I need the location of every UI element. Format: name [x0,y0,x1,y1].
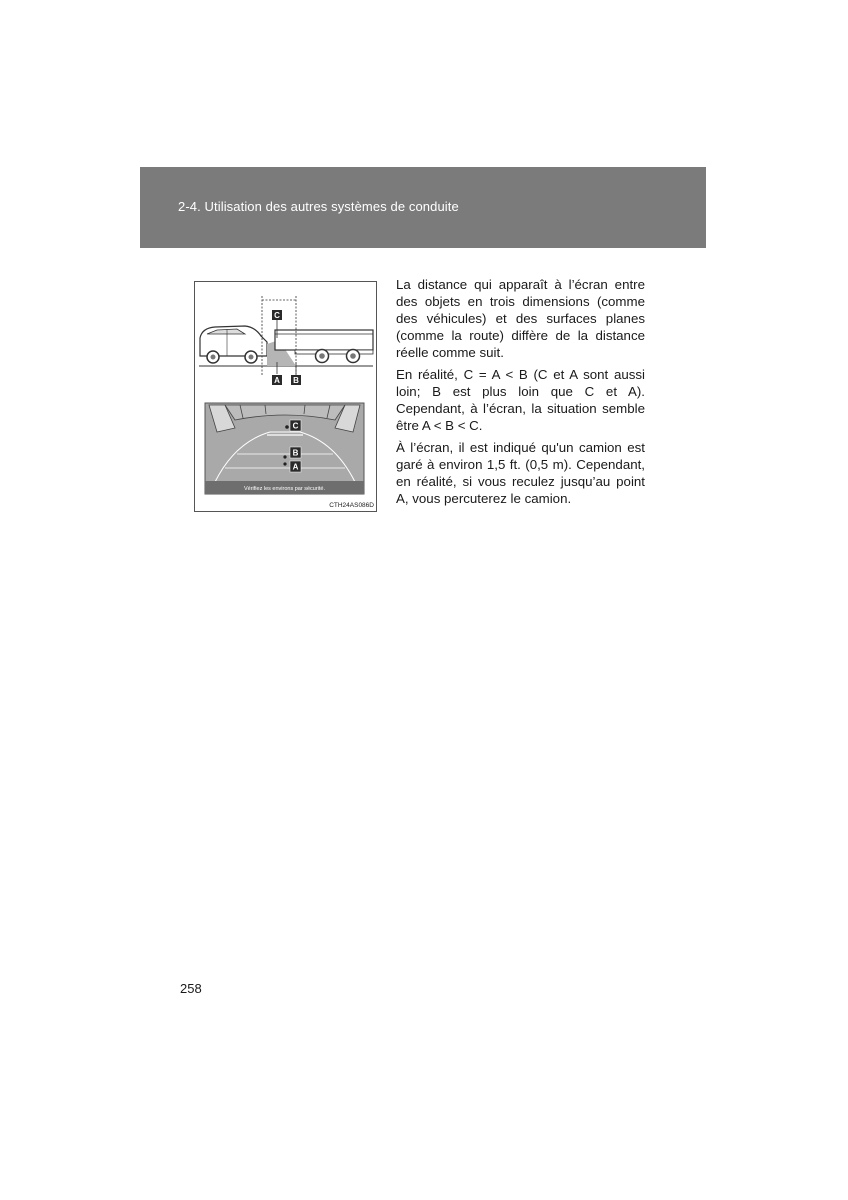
label-a-screen: A [292,462,299,472]
label-c-screen: C [292,421,299,431]
marker-b-dot [283,455,286,458]
figure-code: CTH24AS086D [329,502,374,509]
screen-message: Vérifiez les environs par sécurité. [243,486,326,492]
paragraph: En réalité, C = A < B (C et A sont aussi loin; B est plus loin que C et A). Cependant, à l’écran, la situation semble être A < B < C. [396,367,645,433]
camera-screen [205,403,364,494]
marker-a-dot [283,462,286,465]
chapter-header [140,167,706,248]
marker-c-dot [285,425,289,429]
side-view-scene [199,296,373,385]
chapter-title: 2-4. Utilisation des autres systèmes de conduite [178,199,459,214]
body-text [396,276,645,512]
car-icon [200,326,267,363]
label-c-top: C [274,311,280,320]
figure-illustration [195,282,378,513]
label-b-top: B [293,376,299,385]
paragraph: À l’écran, il est indiqué qu'un camion est garé à environ 1,5 ft. (0,5 m). Cependant, en réalité, si vous reculez jusqu’au point A, vous percuterez le camion. [396,440,645,506]
label-b-screen: B [292,448,299,458]
page-number: 258 [180,981,202,996]
camera-distance-figure [194,281,377,512]
label-a-top: A [274,376,280,385]
paragraph: La distance qui apparaît à l’écran entre des objets en trois dimensions (comme des véhicules) et des surfaces planes (comme la route) diffère de la distance réelle comme suit. [396,277,645,360]
